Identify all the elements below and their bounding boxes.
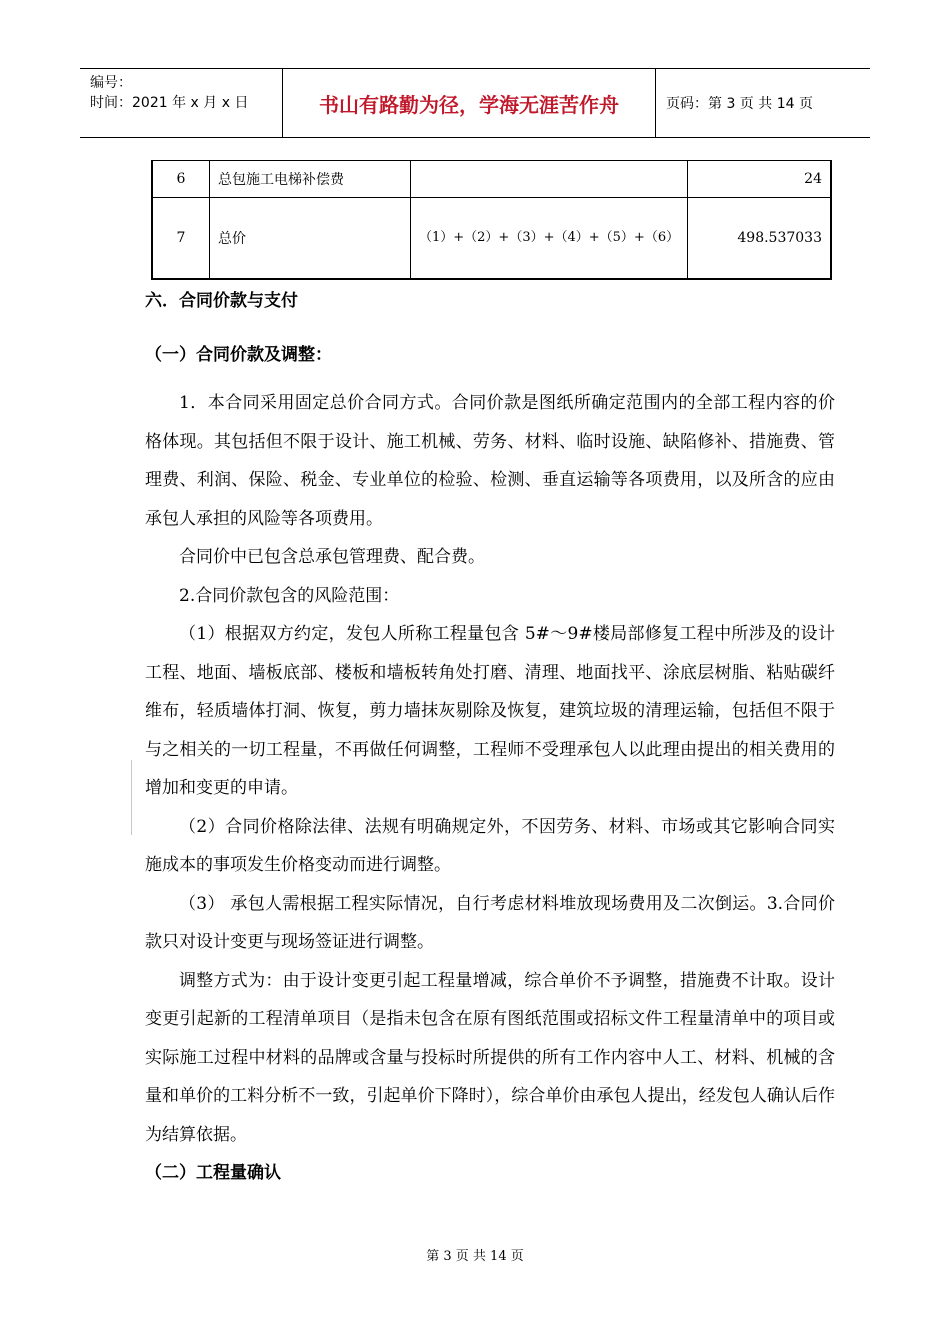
subsection-title: （一）合同价款及调整： xyxy=(145,345,332,365)
table-row xyxy=(152,161,831,198)
header-meta xyxy=(80,69,282,137)
paragraph: （1）根据双方约定，发包人所称工程量包含 5#～9#楼局部修复工程中所涉及的设计工程、地面、墙板底部、楼板和墙板转角处打磨、清理、地面找平、涂底层树脂、粘贴碳纤维布，轻质墙体打洞、恢复，剪力墙抹灰剔除及恢复，建筑垃圾的清理运输，包括但不限于与之相关的一切工程量，不再做任何调整，工程师不受理承包人以此理由提出的相关费用的增加和变更的申请。 xyxy=(145,624,835,798)
row-value: 498.537033 xyxy=(688,198,831,280)
footer-page-number: 第 3 页 共 14 页 xyxy=(426,1249,524,1264)
margin-rule xyxy=(131,760,132,835)
subsection-title: （二）工程量确认 xyxy=(145,1163,281,1183)
row-number: 6 xyxy=(152,161,210,198)
row-number: 7 xyxy=(152,198,210,280)
cost-table xyxy=(151,160,832,280)
header-page-label: 页码：第 3 页 共 14 页 xyxy=(666,96,813,112)
paragraph: （3） 承包人需根据工程实际情况，自行考虑材料堆放现场费用及二次倒运。3.合同价款只对设计变更与现场签证进行调整。 xyxy=(145,893,835,952)
date-label: 时间：2021 年 x 月 x 日 xyxy=(90,95,249,111)
section-title: 六．合同价款与支付 xyxy=(145,291,298,311)
row-value: 24 xyxy=(688,161,831,198)
page-footer xyxy=(0,1245,950,1264)
row-formula xyxy=(411,161,688,198)
paragraph: 1．本合同采用固定总价合同方式。合同价款是图纸所确定范围内的全部工程内容的价格体现。其包括但不限于设计、施工机械、劳务、材料、临时设施、缺陷修补、措施费、管理费、利润、保险、税金、专业单位的检验、检测、垂直运输等各项费用，以及所含的应由承包人承担的风险等各项费用。 xyxy=(145,393,835,529)
row-item-name: 总价 xyxy=(210,198,411,280)
row-formula: （1）+（2）+（3）+（4）+（5）+（6） xyxy=(411,198,688,280)
header-slogan: 书山有路勤为径，学海无涯苦作舟 xyxy=(282,69,656,137)
row-item-name: 总包施工电梯补偿费 xyxy=(210,161,411,198)
paragraph: 调整方式为：由于设计变更引起工程量增减，综合单价不予调整，措施费不计取。设计变更引起新的工程清单项目（是指未包含在原有图纸范围或招标文件工程量清单中的项目或实际施工过程中材料的品牌或含量与投标时所提供的所有工作内容中人工、材料、机械的含量和单价的工料分析不一致，引起单价下降时），综合单价由承包人提出，经发包人确认后作为结算依据。 xyxy=(145,970,835,1145)
document-body xyxy=(145,282,835,1192)
table-row xyxy=(152,198,831,280)
code-label: 编号： xyxy=(90,75,132,91)
page-header xyxy=(80,68,870,138)
paragraph: 合同价中已包含总承包管理费、配合费。 xyxy=(179,547,485,567)
paragraph: （2）合同价格除法律、法规有明确规定外，不因劳务、材料、市场或其它影响合同实施成本的事项发生价格变动而进行调整。 xyxy=(145,816,835,875)
paragraph: 2.合同价款包含的风险范围： xyxy=(179,585,400,606)
